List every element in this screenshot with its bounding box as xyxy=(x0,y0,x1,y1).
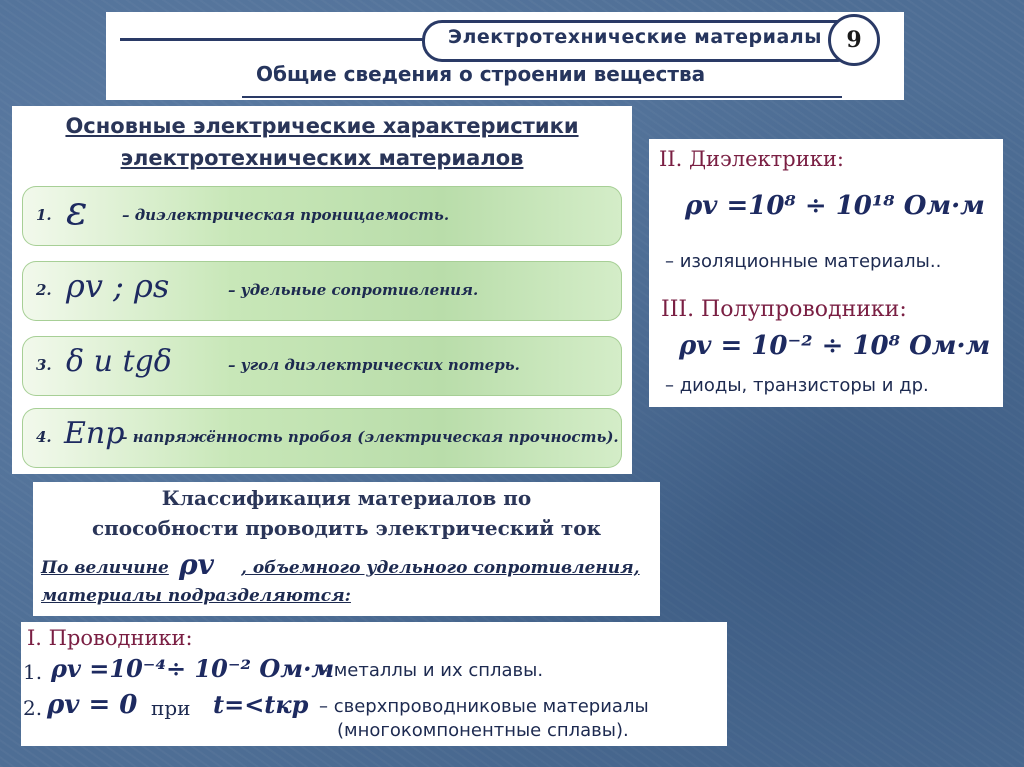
property-number: 2. xyxy=(36,281,52,299)
property-description: – угол диэлектрических потерь. xyxy=(228,356,520,374)
property-row-1 xyxy=(22,186,622,246)
properties-title-line2: электротехнических материалов xyxy=(120,146,524,170)
slide-header xyxy=(106,12,904,100)
conductor-description: – металлы и их сплавы. xyxy=(319,660,544,681)
property-number: 3. xyxy=(36,356,52,374)
property-number: 1. xyxy=(36,206,52,224)
conductor-description: – сверхпроводниковые материалы xyxy=(319,696,649,717)
property-symbol: Eпр xyxy=(64,416,125,451)
property-description: – диэлектрическая проницаемость. xyxy=(122,206,450,224)
conductor-number: 1. xyxy=(23,660,43,684)
classification-panel xyxy=(33,482,660,616)
classification-symbol: ρv xyxy=(179,548,214,581)
semiconductors-formula: ρv = 10⁻² ÷ 10⁸ Ом·м xyxy=(679,331,991,361)
classification-title-line1: Классификация материалов по xyxy=(161,486,532,510)
classification-text-rest: , объемного удельного сопротивления, xyxy=(241,558,640,578)
conductor-formula: ρv = 0 xyxy=(47,690,138,720)
dielectrics-formula: ρv =10⁸ ÷ 10¹⁸ Ом·м xyxy=(685,191,985,221)
conductors-heading: I. Проводники: xyxy=(27,626,193,650)
conductor-formula: ρv =10⁻⁴÷ 10⁻² Ом·м xyxy=(51,654,335,683)
header-title: Электротехнические материалы xyxy=(448,26,822,48)
material-types-panel xyxy=(649,139,1003,407)
property-symbol: ρv ; ρs xyxy=(66,267,170,305)
property-number: 4. xyxy=(36,428,52,446)
page-number: 9 xyxy=(828,14,880,66)
header-rule-bottom xyxy=(242,96,842,98)
property-symbol: ε xyxy=(66,188,88,234)
header-subtitle: Общие сведения о строении вещества xyxy=(256,62,706,86)
classification-text-start: По величине xyxy=(41,558,169,578)
semiconductors-heading: III. Полупроводники: xyxy=(661,297,907,322)
properties-panel xyxy=(12,106,632,474)
property-row-3 xyxy=(22,336,622,396)
conductors-panel xyxy=(21,622,727,746)
semiconductors-description: – диоды, транзисторы и др. xyxy=(665,375,929,396)
property-symbol: δ и tgδ xyxy=(66,344,172,379)
property-description: – напряжённость пробоя (электрическая прочность). xyxy=(120,428,619,446)
conductor-condition-word: при xyxy=(151,696,191,720)
conductor-condition: t=<tкр xyxy=(213,690,309,719)
conductor-description-line2: (многокомпонентные сплавы). xyxy=(337,720,629,741)
header-rule-left xyxy=(120,38,426,41)
property-row-2 xyxy=(22,261,622,321)
dielectrics-description: – изоляционные материалы.. xyxy=(665,251,942,272)
property-row-4 xyxy=(22,408,622,468)
property-description: – удельные сопротивления. xyxy=(228,281,479,299)
conductor-number: 2. xyxy=(23,696,43,720)
classification-title-line2: способности проводить электрический ток xyxy=(91,516,602,540)
dielectrics-heading: II. Диэлектрики: xyxy=(659,147,844,171)
properties-title-line1: Основные электрические характеристики xyxy=(65,114,579,138)
classification-text-line2: материалы подразделяются: xyxy=(41,586,351,606)
